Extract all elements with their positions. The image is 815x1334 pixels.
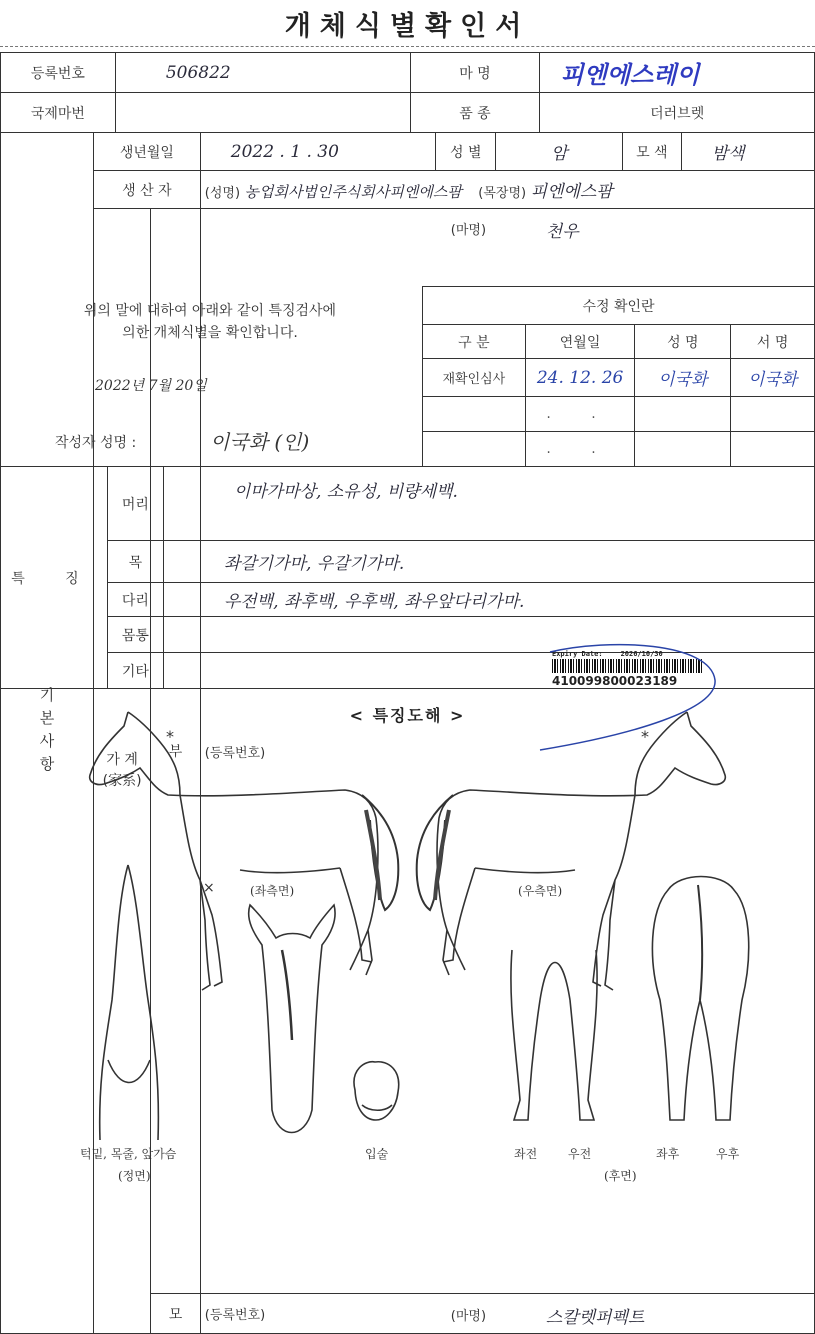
hind-right-caption: 우후	[716, 1145, 739, 1162]
revision-cell: 재확인심사	[423, 359, 526, 397]
birth-value: 2022 . 1 . 30	[200, 133, 435, 171]
fore-right-caption: 우전	[568, 1145, 591, 1162]
lips-caption: 입술	[365, 1145, 388, 1162]
revision-header: 연월일	[525, 325, 635, 359]
revision-cell	[635, 432, 731, 467]
birth-label: 생년월일	[94, 133, 201, 171]
author-signature: 이국화 (인)	[210, 426, 309, 455]
svg-text:*: *	[166, 727, 174, 746]
front-neck-chest-outline	[100, 865, 159, 1140]
sire-reg-tag: (등록번호)	[205, 746, 265, 761]
etc-label: 기타	[107, 653, 163, 689]
intl-chip-label: 국제마번	[1, 93, 116, 133]
horse-diagrams	[0, 700, 815, 1200]
diagram-title: < 특징도해 >	[0, 703, 815, 726]
front-sub-caption: (정면)	[118, 1167, 151, 1184]
head-label: 머리	[107, 467, 163, 541]
producer-farm-tag: (목장명)	[478, 186, 526, 201]
lineage-label: 가 계	[98, 750, 146, 771]
features-section-label: 특 징	[1, 467, 108, 689]
left-side-caption: (좌측면)	[250, 882, 294, 899]
confirm-date: 2022년 7월 20일	[95, 375, 207, 395]
intl-chip-value	[115, 93, 410, 133]
expiry-value: 2026/10/30	[621, 650, 663, 658]
revision-header: 성 명	[635, 325, 731, 359]
rear-sub-caption: (후면)	[604, 1167, 637, 1184]
revision-cell	[423, 397, 526, 432]
sire-name-tag: (마명)	[451, 219, 486, 238]
horse-name-value: 피엔에스레이	[540, 53, 815, 93]
revision-title: 수정 확인란	[423, 287, 815, 325]
muzzle-outline	[354, 1062, 399, 1120]
dam-name-tag	[451, 1305, 486, 1324]
revision-cell	[423, 432, 526, 467]
neck-value: 좌갈기가마, 우갈기가마.	[163, 541, 814, 583]
forelegs-outline	[511, 950, 597, 1120]
front-caption: 턱밑, 목줄, 앞가슴	[80, 1145, 176, 1162]
registration-table	[0, 52, 815, 133]
right-side-caption: (우측면)	[518, 882, 562, 899]
revision-table	[422, 286, 815, 467]
name-label: 마 명	[410, 53, 540, 93]
svg-text:×: ×	[203, 880, 215, 896]
basic-section-label: 기본사항	[1, 133, 94, 1334]
head-front-outline	[249, 905, 335, 1133]
neck-label: 목	[107, 541, 163, 583]
reg-no-value: 506822	[115, 53, 410, 93]
fore-left-caption: 좌전	[514, 1145, 537, 1162]
dam-reg-tag	[205, 1308, 265, 1323]
sire-label: 부	[151, 209, 200, 1294]
revision-cell: 이국화	[635, 359, 731, 397]
svg-text:*: *	[641, 727, 649, 746]
dam-name-value	[546, 1303, 645, 1328]
dam-label	[151, 1294, 200, 1334]
document-title: 개체식별확인서	[0, 4, 815, 43]
breed-label: 품 종	[410, 93, 540, 133]
color-label: 모 색	[623, 133, 682, 171]
producer-farm-value: 피엔에스팜	[531, 182, 613, 202]
reg-no-label: 등록번호	[1, 53, 116, 93]
left-side-horse-outline	[90, 712, 399, 990]
lineage-sub: (家系)	[98, 771, 146, 792]
revision-cell	[731, 432, 815, 467]
sex-label: 성 별	[436, 133, 496, 171]
hindquarters-outline	[652, 877, 748, 1121]
revision-cell	[635, 397, 731, 432]
hind-left-caption: 좌후	[656, 1145, 679, 1162]
confirm-line-1: 위의 말에 대하여 아래와 같이 특징검사에	[0, 300, 420, 322]
barcode-number: 410099800023189	[552, 674, 722, 688]
sex-value: 암	[496, 133, 623, 171]
producer-owner-tag: (성명)	[205, 186, 240, 201]
author-label: 작성자 성명 :	[55, 432, 136, 452]
producer-owner-value: 농업회사법인주식회사피엔에스팜	[244, 183, 461, 201]
expiry-label: Expiry Date:	[552, 650, 603, 658]
breed-value: 더러브렛	[540, 93, 815, 133]
revision-cell: . .	[525, 432, 635, 467]
title-divider	[0, 46, 815, 47]
body-label: 몸통	[107, 617, 163, 653]
revision-cell: 24. 12. 26	[525, 359, 635, 397]
revision-cell: . .	[525, 397, 635, 432]
producer-label: 생 산 자	[94, 171, 201, 209]
leg-label: 다리	[107, 583, 163, 617]
color-value: 밤색	[681, 133, 814, 171]
revision-header: 서 명	[731, 325, 815, 359]
right-side-horse-outline	[417, 712, 726, 990]
revision-cell: 이국화	[731, 359, 815, 397]
revision-cell	[731, 397, 815, 432]
sire-name-value: 천우	[546, 217, 579, 242]
leg-value: 우전백, 좌후백, 우후백, 좌우앞다리가마.	[163, 583, 814, 617]
head-value: 이마가마상, 소유성, 비량세백.	[163, 467, 814, 541]
confirm-line-2: 의한 개체식별을 확인합니다.	[0, 322, 420, 344]
revision-header: 구 분	[423, 325, 526, 359]
